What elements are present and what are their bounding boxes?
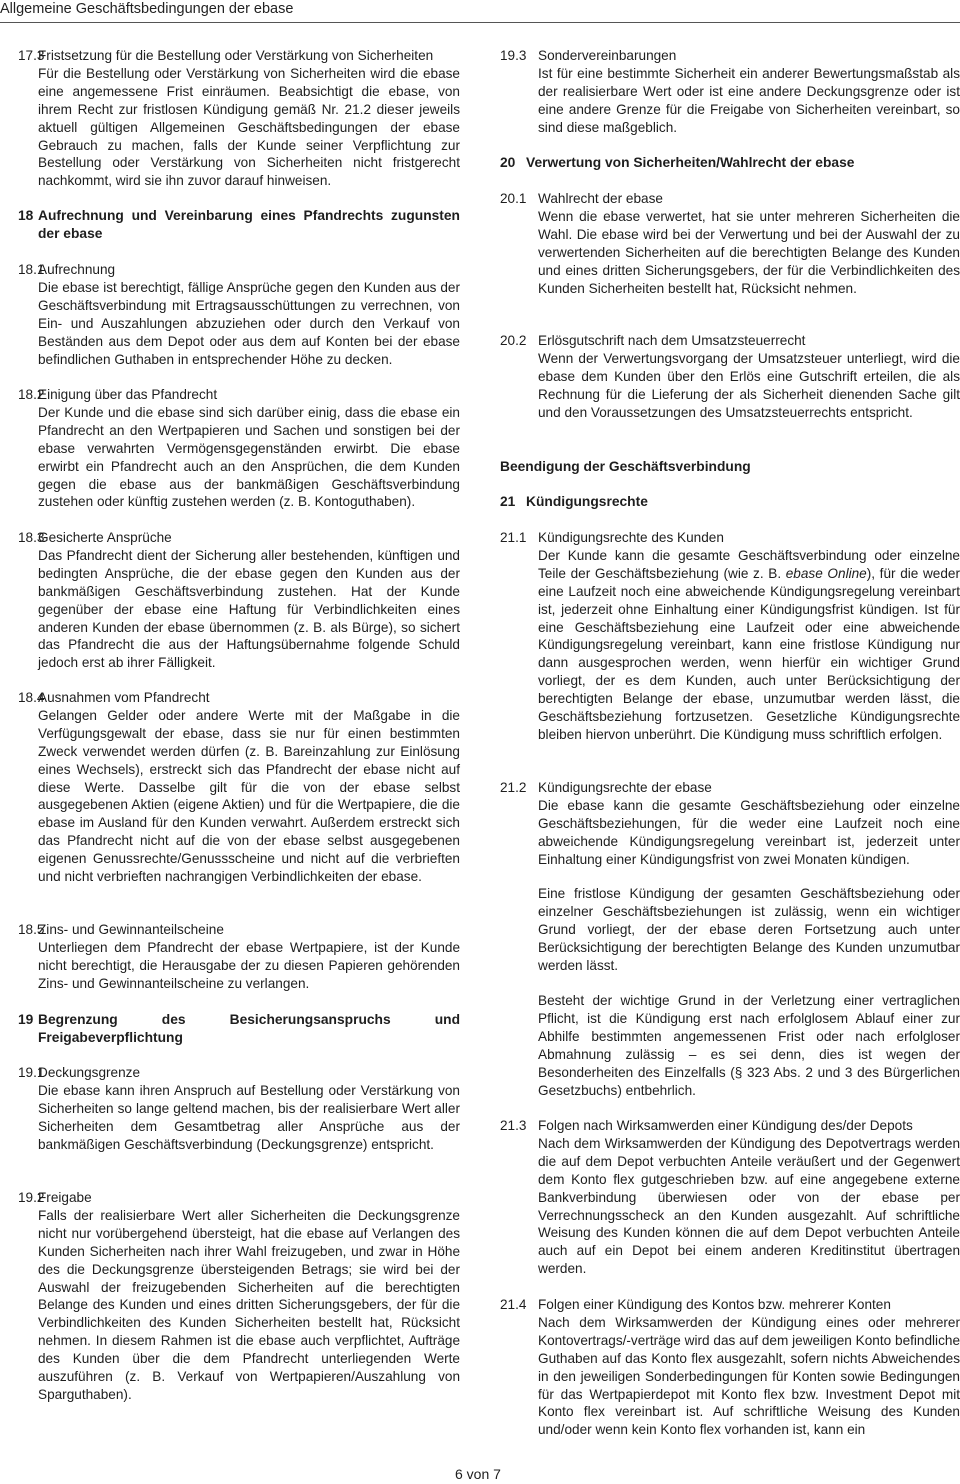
section-text-part: ), für die weder eine Laufzeit noch eine abweichende Kündigungsregelung vereinbart ist, jederzeit ohne Einhaltung einer Kündigungsfrist kündigen. Ist für eine Geschäftsbeziehung eine Laufzeit oder eine abweichende Kündigungsregelung vereinbart, kann eine fristlose Kündigung nur dann ausgesprochen werden, wenn hierfür ein wichtiger Grund vorliegt, der es dem Kunden, auch unter Berücksichtigung der berechtigten Belange der ebase, unzumutbar werden lässt, die Geschäftsbeziehung fortzusetzen. Gesetzliche Kündigungsrechte bleiben hiervon unberührt. Die Kündigung muss schriftlich erfolgen. xyxy=(538,565,960,742)
section-text: Eine fristlose Kündigung der gesamten Geschäftsbeziehung oder einzelner Geschäftsbeziehungen ist zulässig, wenn ein wichtiger Grund vorliegt, der der ebase deren Fortsetzung auch unter Berücksichtigung der berechtigten Belange des Kunden unzumutbar werden lässt. xyxy=(538,886,960,973)
section-21-3 xyxy=(500,1117,960,1278)
section-19-1 xyxy=(18,1064,460,1154)
section-number: 19.2 xyxy=(18,1190,45,1205)
section-text: Nach dem Wirksamwerden der Kündigung des Depotvertrags werden die auf dem Depot verbuchten Anteile veräußert und der Gegenwert dem Konto flex gutgeschrieben bzw. auf eine angegebene externe Bankverbindung überwiesen oder von der ebase per Verrechnungsscheck an den Kunden ausgezahlt. Auf schriftliche Weisung des Kunden können die auf dem Depot verbuchten Anteile auch auf ein Depot bei einem anderen Kreditinstitut übertragen werden. xyxy=(538,1135,960,1277)
section-number: 18.1 xyxy=(18,262,45,277)
section-21-1 xyxy=(500,529,960,744)
heading-title: Kündigungsrechte xyxy=(526,494,648,509)
section-number: 18.4 xyxy=(18,690,45,705)
heading-21 xyxy=(500,493,960,511)
section-number: 21.4 xyxy=(500,1297,527,1312)
section-text: Für die Bestellung oder Verstärkung von Sicherheiten wird die ebase eine angemessene Frist einräumen. Beabsichtigt die ebase, von ihrem Recht zur fristlosen Kündigung gemäß Nr. 21.2 dieser jeweils aktuell gültigen Allgemeinen Geschäftsbedingungen der ebase Gebrauch zu machen, falls der Kunde seiner Verpflichtung zur Bestellung oder Verstärkung von Sicherheiten nicht fristgerecht nachkommt, wird sie ihn zuvor darauf hinweisen. xyxy=(38,65,460,189)
section-number: 19.1 xyxy=(18,1065,45,1080)
section-text: Die ebase kann ihren Anspruch auf Bestellung oder Verstärkung von Sicherheiten so lange geltend machen, bis der realisierbare Wert aller Sicherheiten dem Gesamtbetrag aller Ansprüche aus der bankmäßigen Geschäftsverbindung (Deckungsgrenze) entspricht. xyxy=(38,1082,460,1152)
section-title: Kündigungsrechte der ebase xyxy=(538,780,712,795)
section-21-2-para-2 xyxy=(500,885,960,975)
section-20-2 xyxy=(500,332,960,422)
section-text: Der Kunde und die ebase sind sich darüber einig, dass die ebase ein Pfandrecht an den Wertpapieren und Sachen und sonstigen bei der ebase verwahrten Vermögensgegenständen erwirbt. Die ebase erwirbt ein Pfandrecht auch an den Ansprüchen, die dem Kunden gegen die ebase aus der bankmäßigen Geschäftsverbindung zustehen oder künftig zustehen werden (z. B. Kontoguthaben). xyxy=(38,404,460,510)
section-number: 19.3 xyxy=(500,48,527,63)
heading-18 xyxy=(18,207,460,243)
section-title: Deckungsgrenze xyxy=(38,1065,141,1080)
product-name-ebase-online: ebase Online xyxy=(785,565,867,581)
section-title: Einigung über das Pfandrecht xyxy=(38,387,218,402)
section-21-4 xyxy=(500,1296,960,1439)
section-text xyxy=(538,547,960,744)
section-text: Gelangen Gelder oder andere Werte mit der Maßgabe in die Verfügungsgewalt der ebase, dass sie nur für einen bestimmten Zweck verwendet werden dürfen (z. B. Bareinzahlung zur Einlösung eines Wechsels), erstreckt sich das Pfandrecht der ebase nicht auf diese Werte. Dasselbe gilt für die von der ebase selbst ausgegebenen Aktien (eigene Aktien) und für die Wertpapiere, die die ebase im Ausland für den Kunden verwahrt. Außerdem erstreckt sich das Pfandrecht nicht auf die von der ebase selbst ausgegebenen eigenen Genussrechte/Genussscheine und nicht auf die verbrieften und nicht verbrieften nachrangigen Verbindlichkeiten der ebase. xyxy=(38,707,460,885)
heading-20 xyxy=(500,154,960,172)
section-title: Wahlrecht der ebase xyxy=(538,191,663,206)
section-19-3 xyxy=(500,47,960,137)
section-text: Wenn die ebase verwertet, hat sie unter mehreren Sicherheiten die Wahl. Die ebase wird bei der Verwertung und bei der Auswahl der zu verwertenden Sicherheiten auf die berechtigten Belange des Kunden und eines dritten Sicherungsgebers, der für die Verbindlichkeiten des Kunden Sicherheiten bestellt hat, Rücksicht nehmen. xyxy=(538,208,960,296)
section-number: 18.5 xyxy=(18,922,45,937)
section-text: Ist für eine bestimmte Sicherheit ein anderer Bewertungsmaßstab als der realisierbare Wert oder ist eine andere Deckungsgrenze oder ist eine andere Grenze für die Freigabe von Sicherheiten vereinbart, so sind diese maßgeblich. xyxy=(538,65,960,135)
section-text: Nach dem Wirksamwerden der Kündigung eines oder mehrerer Kontovertrags/-verträge wird das auf dem jeweiligen Konto befindliche Guthaben auf das Konto flex ausgezahlt, sofern nichts Abweichendes in den jeweiligen Sonderbedingungen für Konten sowie Bedingungen für das Wertpapierdepot mit Konto flex bzw. Investment Depot mit Konto flex vereinbart ist. Auf schriftliche Weisung des Kunden und/oder wenn kein Konto flex vorhanden ist, kann ein xyxy=(538,1314,960,1438)
document-header-title: Allgemeine Geschäftsbedingungen der ebase xyxy=(0,1,294,17)
heading-number: 18 xyxy=(18,208,34,223)
section-18-2 xyxy=(18,386,460,511)
section-21-2-para-3 xyxy=(500,992,960,1099)
section-title: Gesicherte Ansprüche xyxy=(38,530,172,545)
section-text: Unterliegen dem Pfandrecht der ebase Wertpapiere, ist der Kunde nicht berechtigt, die Herausgabe der zu diesen Papieren gehörenden Zins- und Gewinnanteilscheine zu verlangen. xyxy=(38,939,460,991)
section-18-4 xyxy=(18,689,460,886)
section-number: 17.3 xyxy=(18,48,45,63)
section-title: Erlösgutschrift nach dem Umsatzsteuerrecht xyxy=(538,333,806,348)
section-text: Das Pfandrecht dient der Sicherung aller bestehenden, künftigen und bedingten Ansprüche, die der ebase gegen den Kunden aus der bankmäßigen Geschäftsverbindung zustehen. Hat der Kunde gegenüber der ebase eine Haftung für Verbindlichkeiten eines anderen Kunden der ebase übernommen (z. B. als Bürge), so sichert das Pfandrecht die aus der Haftungsübernahme folgende Schuld jedoch erst ab ihrer Fälligkeit. xyxy=(38,547,460,671)
section-21-2 xyxy=(500,779,960,869)
heading-number: 20 xyxy=(500,155,516,170)
heading-number: 19 xyxy=(18,1012,34,1027)
heading-title: Aufrechnung und Vereinbarung eines Pfandrechts zugunsten der ebase xyxy=(38,208,460,241)
section-text: Die ebase ist berechtigt, fällige Ansprüche gegen den Kunden aus der Geschäftsverbindung mit Ertragsausschüttungen zu verrechnen, von Ein- und Auszahlungen abzuziehen oder durch den Verkauf von Beständen aus dem Depot oder aus dem auf Konten bei der ebase befindlichen Guthaben in entsprechender Höhe zu decken. xyxy=(38,279,460,367)
section-title: Zins- und Gewinnanteilscheine xyxy=(38,922,224,937)
section-18-5 xyxy=(18,921,460,993)
section-19-2 xyxy=(18,1189,460,1404)
section-17-3 xyxy=(18,47,460,190)
section-text: Wenn der Verwertungsvorgang der Umsatzsteuer unterliegt, wird die ebase dem Kunden über den Erlös eine Gutschrift erteilen, die als Rechnung für die Lieferung der als Sicherheit dienenden Sache gilt und den Voraussetzungen des Umsatzsteuerrechts entspricht. xyxy=(538,350,960,420)
section-number: 20.1 xyxy=(500,191,527,206)
header-divider xyxy=(0,22,960,23)
section-number: 21.2 xyxy=(500,780,527,795)
section-title: Freigabe xyxy=(38,1190,92,1205)
section-number: 21.1 xyxy=(500,530,527,545)
section-20-1 xyxy=(500,190,960,297)
section-text-part: Der Kunde kann die gesamte Geschäftsverbindung oder einzelne Teile der Geschäftsbeziehung (wie z. B. xyxy=(538,547,960,581)
heading-title: Begrenzung des Besicherungsanspruchs und Freigabeverpflichtung xyxy=(38,1012,460,1045)
section-title: Folgen einer Kündigung des Kontos bzw. mehrerer Konten xyxy=(538,1297,891,1312)
heading-title: Verwertung von Sicherheiten/Wahlrecht der ebase xyxy=(526,155,855,170)
section-text: Falls der realisierbare Wert aller Sicherheiten die Deckungsgrenze nicht nur vorübergehend übersteigt, hat die ebase auf Verlangen des Kunden Sicherheiten nach ihrer Wahl freizugeben, und zwar in Höhe des die Deckungsgrenze übersteigenden Betrags; sie wird bei der Auswahl der freizugebenden Sicherheiten auf die berechtigten Belange des Kunden und eines dritten Sicherungsgebers, der für die Verbindlichkeiten des Kunden Sicherheiten bestellt hat, Rücksicht nehmen. In diesem Rahmen ist die ebase auch verpflichtet, Aufträge des Kunden über die dem Pfandrecht unterliegenden Werte auszuführen (z. B. Verkauf von Wertpapieren/Auszahlung von Sparguthaben). xyxy=(38,1207,460,1402)
section-title: Aufrechnung xyxy=(38,262,116,277)
heading-19 xyxy=(18,1011,460,1047)
section-number: 18.3 xyxy=(18,530,45,545)
section-text: Besteht der wichtige Grund in der Verletzung einer vertraglichen Pflicht, ist die Kündigung erst nach erfolglosem Ablauf einer zur Abhilfe bestimmten angemessenen Frist oder nach erfolgloser Abmahnung zulässig – es sei denn, dies ist wegen der Besonderheiten des Einzelfalls (§ 323 Abs. 2 und 3 des Bürgerlichen Gesetzbuchs) entbehrlich. xyxy=(538,993,960,1098)
part-heading-title: Beendigung der Geschäftsverbindung xyxy=(500,459,751,474)
section-number: 18.2 xyxy=(18,387,45,402)
section-18-1 xyxy=(18,261,460,368)
section-title: Fristsetzung für die Bestellung oder Verstärkung von Sicherheiten xyxy=(38,48,434,63)
page-number: 6 von 7 xyxy=(455,1466,501,1482)
section-title: Kündigungsrechte des Kunden xyxy=(538,530,724,545)
section-title: Ausnahmen vom Pfandrecht xyxy=(38,690,210,705)
heading-number: 21 xyxy=(500,494,516,509)
section-number: 20.2 xyxy=(500,333,527,348)
part-heading xyxy=(500,458,960,476)
section-number: 21.3 xyxy=(500,1118,527,1133)
section-text: Die ebase kann die gesamte Geschäftsbeziehung oder einzelne Geschäftsbeziehungen, für die weder eine Laufzeit noch eine abweichende Kündigungsregelung vereinbart ist, jederzeit unter Einhaltung einer Kündigungsfrist von zwei Monaten kündigen. xyxy=(538,797,960,867)
section-18-3 xyxy=(18,529,460,672)
section-title: Sondervereinbarungen xyxy=(538,48,677,63)
section-title: Folgen nach Wirksamwerden einer Kündigung des/der Depots xyxy=(538,1118,913,1133)
